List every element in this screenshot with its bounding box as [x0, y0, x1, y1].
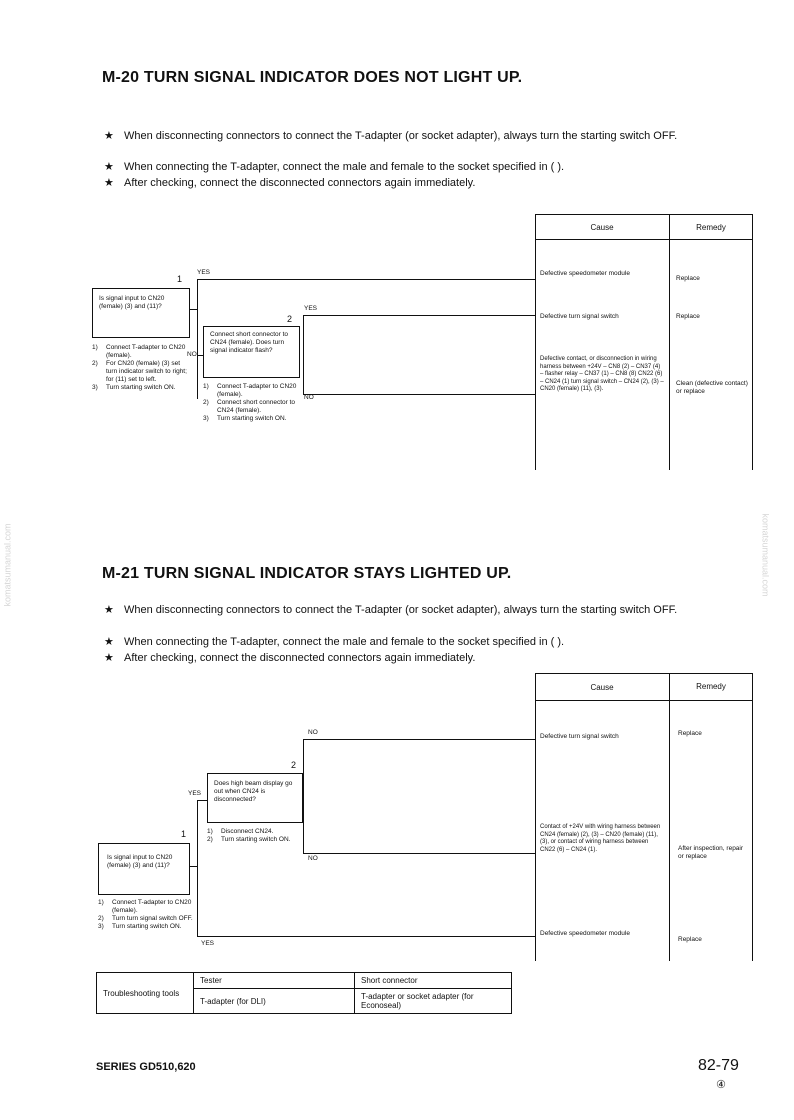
m21-node2-box — [207, 773, 303, 823]
m21-note-1: ★ When disconnecting connectors to connect the T-adapter (or socket adapter), always turn the starting switch OFF. — [104, 604, 678, 616]
m20-cause-2: Defective turn signal switch — [540, 313, 619, 320]
m21-node1-question: Is signal input to CN20 (female) (3) and (11)? — [107, 854, 173, 869]
m20-table-left-border — [535, 240, 536, 470]
m21-node2-number: 2 — [291, 760, 297, 770]
m20-node1-number: 1 — [177, 274, 183, 284]
m21-node2-trunk — [303, 739, 304, 854]
m20-yes1-line — [197, 279, 535, 280]
m20-yes2-line — [303, 315, 535, 316]
m21-table-mid-border — [669, 673, 670, 961]
m20-remedy-1: Replace — [676, 275, 700, 282]
m21-node1-step-1: 1) Connect T-adapter to CN20 (female). — [98, 899, 192, 914]
m21-cause-header: Cause — [590, 683, 614, 692]
m20-remedy-3: Clean (defective contact) or replace — [676, 380, 748, 395]
m20-table-right-border — [752, 214, 753, 470]
m20-node1-out — [190, 309, 197, 310]
m20-yes-label-1: YES — [197, 269, 211, 276]
watermark-left: komatsumanual.com — [2, 523, 13, 607]
m21-node2-step-2: 2) Turn starting switch ON. — [207, 836, 291, 843]
m20-node2-trunk — [303, 315, 304, 395]
m21-node1-out — [190, 866, 197, 867]
m21-cause-1: Defective turn signal switch — [540, 733, 619, 740]
m20-table-mid-border — [669, 214, 670, 470]
m20-node1-step-2: 2) For CN20 (female) (3) set turn indicator switch to right; for (11) set to left. — [92, 360, 187, 383]
m21-node1-number: 1 — [181, 829, 187, 839]
m21-no-label-2b: NO — [308, 855, 318, 862]
tools-short-connector: Short connector — [355, 973, 512, 989]
tools-tester: Tester — [194, 973, 355, 989]
m21-node2-question: Does high beam display go out when CN24 is disconnected? — [214, 780, 293, 803]
m20-node2-steps — [203, 383, 303, 423]
m21-remedy-header: Remedy — [696, 682, 726, 691]
m20-cause-3: Defective contact, or disconnection in wiring harness between +24V – CN8 (2) – CN37 (4) – flasher relay – CN37 (1) – CN8 (8) CN22 (6) – CN24 (1) turn signal switch – CN24 (2), (3) – CN20 (female) (11), (3). — [540, 356, 664, 392]
m21-node1-yes — [197, 800, 207, 801]
m20-title: M-20 TURN SIGNAL INDICATOR DOES NOT LIGHT UP. — [102, 69, 523, 86]
m21-node1-step-3: 3) Turn starting switch ON. — [98, 923, 182, 930]
footer-page-number: 82-79 — [698, 1057, 739, 1074]
m21-remedy-2: After inspection, repair or replace — [678, 845, 744, 860]
m21-yes-label-2: YES — [201, 940, 215, 947]
m21-remedy-1: Replace — [678, 730, 702, 737]
m21-table-left-border — [535, 701, 536, 961]
m21-yes-label-1: YES — [188, 790, 202, 797]
m21-no-label-2: NO — [308, 729, 318, 736]
m20-yes-label-2: YES — [304, 305, 318, 312]
m21-node1-step-2: 2) Turn turn signal switch OFF. — [98, 915, 193, 922]
m20-remedy-2: Replace — [676, 313, 700, 320]
m20-node2-question: Connect short connector to CN24 (female). Does turn signal indicator flash? — [210, 331, 289, 354]
tools-label: Troubleshooting tools — [97, 973, 194, 1014]
m20-cause-header: Cause — [590, 223, 614, 232]
m20-note-2: ★ When connecting the T-adapter, connect the male and female to the socket specified in ( ). — [104, 161, 565, 173]
m20-node2-step-2: 2) Connect short connector to CN24 (female). — [203, 399, 296, 414]
watermark-right: komatsumanual.com — [760, 513, 771, 597]
m20-cause-1: Defective speedometer module — [540, 270, 630, 277]
m20-note-1: ★ When disconnecting connectors to connect the T-adapter (or socket adapter), always turn the starting switch OFF. — [104, 130, 678, 142]
m20-node1-question: Is signal input to CN20 (female) (3) and (11)? — [99, 295, 165, 310]
m20-node1-step-1: 1) Connect T-adapter to CN20 (female). — [92, 344, 186, 359]
m21-note-2: ★ When connecting the T-adapter, connect the male and female to the socket specified in ( ). — [104, 636, 565, 648]
m20-note-3: ★ After checking, connect the disconnected connectors again immediately. — [104, 177, 476, 189]
m21-node1-trunk — [197, 800, 198, 937]
m20-node2-number: 2 — [287, 314, 293, 324]
m21-title: M-21 TURN SIGNAL INDICATOR STAYS LIGHTED UP. — [102, 565, 512, 582]
m20-no-label-2: NO — [304, 394, 314, 401]
m20-no-label-1: NO — [187, 351, 197, 358]
m20-node2-step-1: 1) Connect T-adapter to CN20 (female). — [203, 383, 297, 398]
m21-no1-line — [197, 936, 535, 937]
m20-node2-box — [203, 326, 300, 378]
m20-remedy-header: Remedy — [696, 223, 726, 232]
m21-node2-step-1: 1) Disconnect CN24. — [207, 828, 274, 835]
tools-socket-adapter: T-adapter or socket adapter (for Econoseal) — [355, 989, 512, 1014]
m21-table-right-border — [752, 673, 753, 961]
m20-node1-steps — [92, 344, 190, 392]
m20-node2-step-3: 3) Turn starting switch ON. — [203, 415, 287, 422]
m21-node1-box — [98, 843, 190, 895]
troubleshooting-tools-table — [96, 972, 512, 1014]
m21-node1-steps — [98, 899, 193, 931]
m20-node1-trunk — [197, 279, 198, 399]
m20-no2-line — [303, 394, 535, 395]
m21-remedy-3: Replace — [678, 936, 702, 943]
footer-revision: ④ — [716, 1079, 726, 1091]
m21-node2-steps — [207, 828, 303, 844]
m21-yes2-line — [303, 853, 535, 854]
m21-no2-line — [303, 739, 535, 740]
m20-node1-step-3: 3) Turn starting switch ON. — [92, 384, 176, 391]
m21-cause-3: Defective speedometer module — [540, 930, 630, 937]
tools-t-adapter: T-adapter (for DLI) — [194, 989, 355, 1014]
m20-node1-box — [92, 288, 190, 338]
footer-series: SERIES GD510,620 — [96, 1061, 196, 1073]
m21-note-3: ★ After checking, connect the disconnected connectors again immediately. — [104, 652, 476, 664]
m21-cause-2: Contact of +24V with wiring harness between CN24 (female) (2), (3) – CN20 (female) (11), (3), or contact of wiring harness between CN22 (6) – CN24 (1). — [540, 824, 661, 853]
